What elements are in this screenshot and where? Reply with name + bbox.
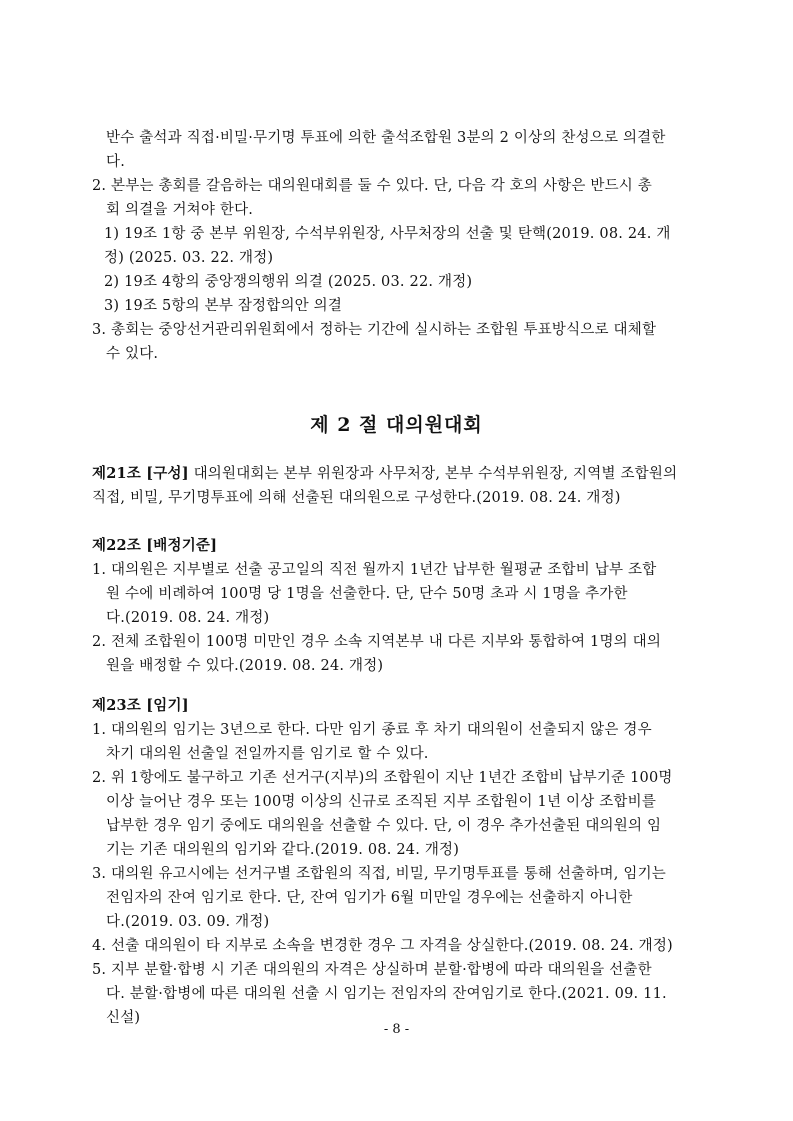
article-23-item-2-line: 납부한 경우 임기 중에도 대의원을 선출할 수 있다. 단, 이 경우 추가선출된 대의원의 임 — [106, 818, 662, 834]
intro-subitem-1-line: 1) 19조 1항 중 본부 위원장, 수석부위원장, 사무처장의 선출 및 탄핵(2019. 08. 24. 개 — [104, 226, 671, 242]
intro-subitem-1-line: 정) (2025. 03. 22. 개정) — [104, 250, 274, 266]
article-21-text: 대의원대회는 본부 위원장과 사무처장, 본부 수석부위원장, 지역별 조합원의 — [188, 466, 678, 482]
article-21-line — [92, 462, 702, 486]
intro-item-2-line: 2. 본부는 총회를 갈음하는 대의원대회를 둘 수 있다. 단, 다음 각 호의 사항은 반드시 총 — [92, 178, 653, 194]
article-23-item-5-line: 5. 지부 분할·합병 시 기존 대의원의 자격은 상실하며 분할·합병에 따라 대의원을 선출한 — [92, 962, 652, 978]
article-22-item-2-line: 원을 배정할 수 있다.(2019. 08. 24. 개정) — [106, 658, 384, 674]
article-23-item-2-line: 이상 늘어난 경우 또는 100명 이상의 신규로 조직된 지부 조합원이 1년 이상 조합비를 — [106, 794, 657, 810]
article-23-item-2-line: 기는 기존 대의원의 임기와 같다.(2019. 08. 24. 개정) — [106, 842, 460, 858]
intro-item-3-line: 수 있다. — [106, 346, 159, 362]
article-21 — [92, 462, 702, 510]
article-23-item-1-line: 차기 대의원 선출일 전일까지를 임기로 할 수 있다. — [106, 746, 429, 762]
article-23-item-1-line: 1. 대의원의 임기는 3년으로 한다. 다만 임기 종료 후 차기 대의원이 선출되지 않은 경우 — [92, 722, 652, 738]
intro-subitem-2: 2) 19조 4항의 중앙쟁의행위 의결 (2025. 03. 22. 개정) — [104, 274, 473, 290]
article-23-item-3-line: 다.(2019. 03. 09. 개정) — [106, 914, 270, 930]
article-22-item-1-line: 다.(2019. 08. 24. 개정) — [106, 610, 270, 626]
intro-block — [92, 126, 702, 366]
intro-item-3-line: 3. 총회는 중앙선거관리위원회에서 정하는 기간에 실시하는 조합원 투표방식으로 대체할 — [92, 322, 657, 338]
intro-paragraph-line: 반수 출석과 직접·비밀·무기명 투표에 의한 출석조합원 3분의 2 이상의 찬성으로 의결한 — [106, 130, 666, 146]
article-21-line: 직접, 비밀, 무기명투표에 의해 선출된 대의원으로 구성한다.(2019. 08. 24. 개정) — [92, 490, 621, 506]
article-22-item-1-line: 1. 대의원은 지부별로 선출 공고일의 직전 월까지 1년간 납부한 월평균 조합비 납부 조합 — [92, 562, 657, 578]
article-23-heading: 제23조 [임기] — [92, 697, 189, 714]
article-22-item-2-line: 2. 전체 조합원이 100명 미만인 경우 소속 지역본부 내 다른 지부와 통합하여 1명의 대의 — [92, 634, 662, 650]
article-23-item-2-line: 2. 위 1항에도 불구하고 기존 선거구(지부)의 조합원이 지난 1년간 조합비 납부기준 100명 — [92, 770, 673, 786]
article-22 — [92, 534, 702, 678]
article-23 — [92, 694, 702, 1030]
intro-paragraph-line: 다. — [106, 154, 126, 170]
article-23-item-5-line: 다. 분할·합병에 따른 대의원 선출 시 임기는 전임자의 잔여임기로 한다.(2021. 09. 11. — [106, 986, 667, 1002]
article-23-item-3-line: 3. 대의원 유고시에는 선거구별 조합원의 직접, 비밀, 무기명투표를 통해 선출하며, 임기는 — [92, 866, 666, 882]
article-21-heading: 제21조 [구성] — [92, 465, 189, 482]
intro-subitem-3: 3) 19조 5항의 본부 잠정합의안 의결 — [104, 298, 343, 314]
page-number: - 8 - — [383, 1022, 410, 1037]
article-23-item-4: 4. 선출 대의원이 타 지부로 소속을 변경한 경우 그 자격을 상실한다.(2019. 08. 24. 개정) — [92, 938, 673, 954]
intro-item-2-line: 회 의결을 거쳐야 한다. — [106, 202, 254, 218]
article-23-item-5-line: 신설) — [106, 1010, 141, 1026]
article-23-item-3-line: 전임자의 잔여 임기로 한다. 단, 잔여 임기가 6월 미만일 경우에는 선출하지 아니한 — [106, 890, 633, 906]
article-22-item-1-line: 원 수에 비례하여 100명 당 1명을 선출한다. 단, 단수 50명 초과 시 1명을 추가한 — [106, 586, 628, 602]
section-title: 제 2 절 대의원대회 — [310, 414, 483, 436]
article-22-heading: 제22조 [배정기준] — [92, 537, 218, 554]
